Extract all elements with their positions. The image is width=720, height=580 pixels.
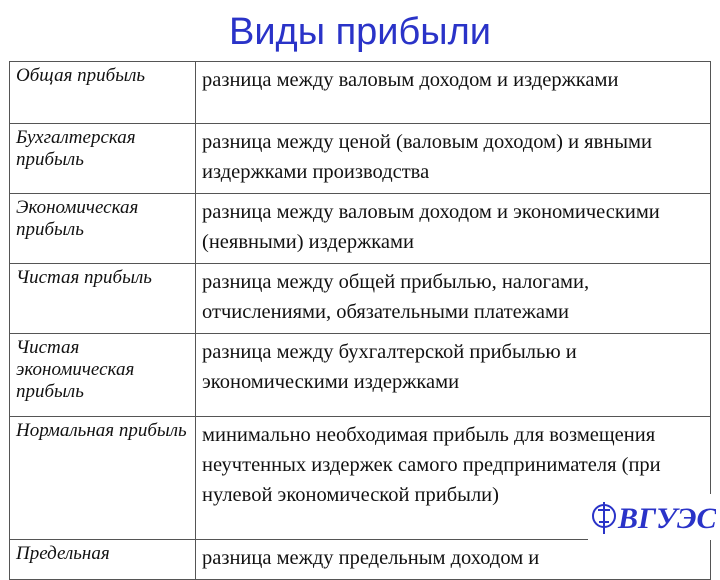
definition-cell: разница между валовым доходом и экономическими (неявными) издержками: [196, 194, 711, 264]
term-cell: Предельная: [10, 540, 196, 580]
table-row: [10, 124, 711, 194]
definition-cell: разница между валовым доходом и издержками: [196, 62, 711, 124]
term-cell: Чистая прибыль: [10, 264, 196, 334]
definition-cell: разница между предельным доходом и: [196, 540, 711, 580]
table-row: [10, 334, 711, 417]
university-logo: [588, 494, 716, 540]
page-title: Виды прибыли: [228, 11, 492, 53]
term-cell: Общая прибыль: [10, 62, 196, 124]
definition-cell: минимально необходимая прибыль для возмещения неучтенных издержек самого предпринимателя (при нулевой экономической прибыли): [196, 417, 711, 540]
table-row: [10, 264, 711, 334]
term-cell: Экономическая прибыль: [10, 194, 196, 264]
logo-wordmark: ВГУЭС: [618, 502, 716, 535]
definition-cell: разница между ценой (валовым доходом) и явными издержками производства: [196, 124, 711, 194]
table-row: [10, 62, 711, 124]
table-row: [10, 194, 711, 264]
term-cell: Нормальная прибыль: [10, 417, 196, 540]
term-cell: Чистая экономическая прибыль: [10, 334, 196, 417]
definition-cell: разница между общей прибылью, налогами, отчислениями, обязательными платежами: [196, 264, 711, 334]
term-cell: Бухгалтерская прибыль: [10, 124, 196, 194]
table-row: [10, 540, 711, 580]
logo-emblem-icon: [588, 494, 716, 540]
definition-cell: разница между бухгалтерской прибылью и экономическими издержками: [196, 334, 711, 417]
